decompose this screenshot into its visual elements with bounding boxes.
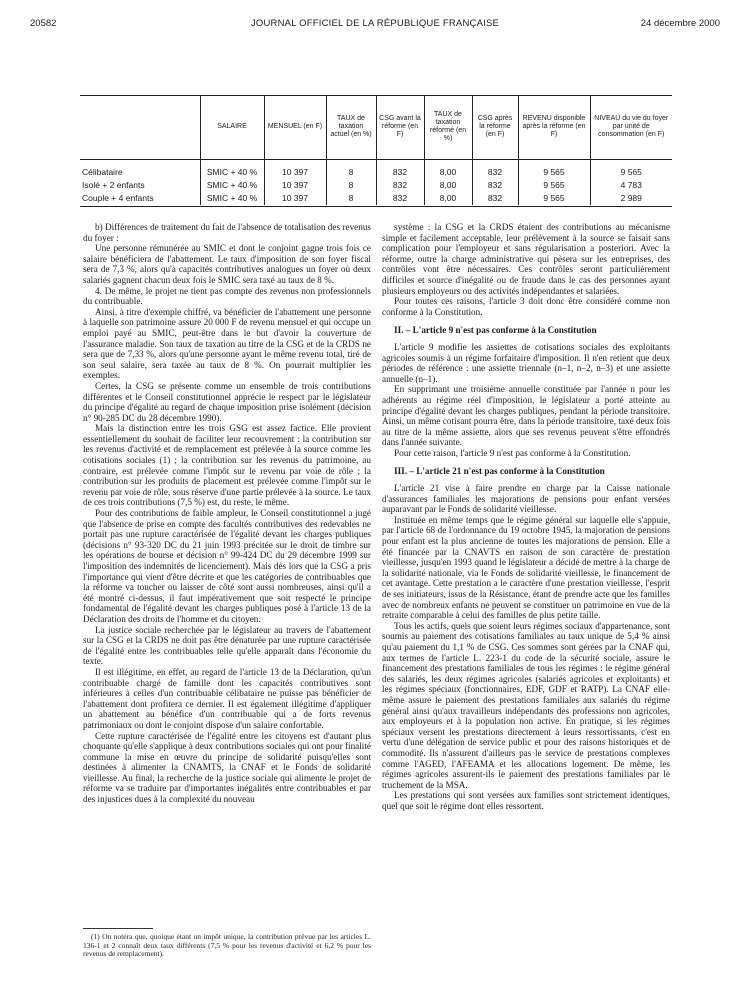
table-cell: 832 xyxy=(376,192,424,205)
table-cell: 9 565 xyxy=(518,179,590,192)
section-heading: II. – L'article 9 n'est pas conforme à la Constitution xyxy=(394,325,597,336)
paragraph: Tous les actifs, quels que soient leurs régimes sociaux d'appartenance, sont soumis au paiement des cotisations familiales au taux unique de 5,4 % ainsi qu'au paiement du 1,1 % de CSG. Ces sommes sont gérées par la CNAF qui, aux termes de l'article L. 223-1 du code de la sécurité sociale, assure le financement des prestations familiales de tous les régimes : le régime général des salariés, les deux régimes agricoles (salariés agricoles et exploitants) et les régimes spéciaux (fonctionnaires, EDF, GDF et RATP). La CNAF elle-même assure le paiement des prestations familiales aux salariés du régime général ainsi qu'aux travailleurs indépendants des professions non agricoles, aux employeurs et à la population non active. En pratique, si les régimes spéciaux versent les prestations directement à leurs ressortissants, c'est en vertu d'une délégation de service public et pour des raisons historiques et de commodité. Ils n'assurent d'ailleurs pas le service de prestations complexes comme l'AGED, l'AFEAMA et les allocations logement. De même, les régimes agricoles assurent-ils le paiement des prestations familiales par le truchement de la MSA. xyxy=(382,620,670,790)
paragraph: Ainsi, à titre d'exemple chiffré, va bénéficier de l'abattement une personne à laquelle son patrimoine assure 20 000 F de revenu mensuel et qui occupe un emploi payé au SMIC, peut-être dans le but d'avoir la couverture de l'assurance maladie. Son taux de taxation au titre de la CSG et de la CRDS ne sera que de 7,33 %, alors qu'une personne ayant le même revenu total, tiré de son seul salaire, sera taxée au taux de 8 %. On pourrait multiplier les exemples. xyxy=(83,306,371,381)
table-cell: 10 397 xyxy=(264,179,326,192)
table-cell: 8,00 xyxy=(424,192,472,205)
table-cell: 8 xyxy=(326,192,376,205)
table-cell: 9 565 xyxy=(590,159,672,179)
table-cell: 832 xyxy=(472,159,518,179)
table-row xyxy=(80,159,672,179)
paragraph: La justice sociale recherchée par le législateur au travers de l'abattement sur la CSG et la CRDS ne doit pas être dénaturée par une rupture caractérisée de l'égalité entre les contribuables telle qu'elle apparaît dans l'économie du texte. xyxy=(83,624,371,667)
table-cell: 832 xyxy=(472,192,518,205)
table-header-cell: SALAIRE xyxy=(200,95,264,159)
table-cell: 832 xyxy=(472,179,518,192)
table-cell: SMIC + 40 % xyxy=(200,159,264,179)
paragraph: L'article 21 vise à faire prendre en charge par la Caisse nationale d'assurances familiales les majorations de pensions pour enfant versées auparavant par le Fonds de solidarité vieillesse. xyxy=(382,483,670,515)
table-cell: 4 783 xyxy=(590,179,672,192)
table-cell: 8 xyxy=(326,179,376,192)
table-cell: SMIC + 40 % xyxy=(200,179,264,192)
income-table xyxy=(80,95,672,205)
table-cell: Célibataire xyxy=(82,166,123,177)
paragraph: Une personne rémunérée au SMIC et dont le conjoint gagne trois fois ce salaire bénéficiera de l'abattement. Le taux d'imposition de son foyer fiscal sera de 7,3 %, alors qu'à capacités contributives analogues un foyer où deux salariés gagnent chacun deux fois le SMIC sera taxé au taux de 8 %. xyxy=(83,243,371,285)
paragraph: Instituée en même temps que le régime général sur laquelle elle s'appuie, par l'article 68 de l'ordonnance du 19 octobre 1945, la majoration de pensions pour enfant est la plus ancienne de toutes les majorations de pension. Elle a été financée par la CNAVTS en raison de son caractère de prestation vieillesse, jusqu'en 1993 quand le législateur a décidé de mettre à la charge de la solidarité nationale, via le Fonds de solidarité vieillesse, le financement de cet avantage. Cette prestation a le caractère d'une prestation vieillesse, l'esprit de ses initiateurs, issus de la Résistance, étant de prendre acte que les familles avec de nombreux enfants ne peuvent se constituer un patrimoine en vue de la retraite comparable à celui des familles de plus petite taille. xyxy=(382,514,670,621)
table-header-cell: TAUX de taxation actuel (en %) xyxy=(326,95,376,159)
table-header-cell: CSG après la réforme (en F) xyxy=(472,95,518,159)
table-header-cell xyxy=(80,95,200,159)
table-cell: SMIC + 40 % xyxy=(200,192,264,205)
footnote-text: (1) On notera que, quoique étant un impôt unique, la contribution prévue par les articles L. 136-1 et 2 connaît deux taux différents (7,5 % pour les revenus d'activité et 6,2 % pour les revenus de remplacement). xyxy=(83,932,371,959)
right-text-column xyxy=(382,222,670,811)
table-cell: 10 397 xyxy=(264,192,326,205)
paragraph: Pour des contributions de faible ampleur, le Conseil constitutionnel a jugé que l'absence de prise en compte des facultés contributives des redevables ne portait pas une rupture caractérisée de l'égalité devant les charges publiques (décisions n° 93-320 DC du 21 juin 1993 précitée sur le droit de timbre sur les opérations de bourse et décision n° 99-424 DC du 29 décembre 1999 sur l'imposition des indemnités de licenciement). Mais dès lors que la CSG a pris l'importance qui vient d'être décrite et que les catégories de contribuables que la réforme va toucher ou laisser de côté sont aussi nombreuses, ainsi qu'il a été montré ci-dessus, il faut impérativement que soit respecté le principe fondamental de l'égalité devant les charges publiques posé à l'article 13 de la Déclaration des droits de l'homme et du citoyen. xyxy=(83,508,371,624)
table-cell: 9 565 xyxy=(518,159,590,179)
table-header-cell: CSG avant la réforme (en F) xyxy=(376,95,424,159)
paragraph: Les prestations qui sont versées aux familles sont strictement identiques, quel que soit le régime dont elles ressortent. xyxy=(382,790,670,811)
paragraph: Pour toutes ces raisons, l'article 3 doit donc être considéré comme non conforme à la Constitution. xyxy=(382,296,670,317)
left-text-column xyxy=(83,222,371,805)
table-cell: 9 565 xyxy=(518,192,590,205)
journal-title: JOURNAL OFFICIEL DE LA RÉPUBLIQUE FRANÇAISE xyxy=(250,18,500,29)
table-cell: 8,00 xyxy=(424,179,472,192)
table-cell: 832 xyxy=(376,159,424,179)
paragraph: Mais la distinction entre les trois GSG est assez factice. Elle provient essentiellement du souhait de faciliter leur recouvrement : la contribution sur les revenus d'activité et de remplacement est prélevée à la source comme les cotisations sociales (1) ; la contribution sur les revenus du patrimoine, au contraire, est prélevée comme l'impôt sur le revenu par voie de rôle ; la contribution sur les produits de placement est prélevée comme l'impôt sur le revenu par voie de rôle, sous réserve d'une partie prélevée à la source. Le taux de ces trois contributions (7,5 %) est, du reste, le même. xyxy=(83,423,371,508)
paragraph: En supprimant une troisième annuelle constituée par l'année n pour les adhérents au régime réel d'imposition, le législateur a porté atteinte au principe d'égalité devant les charges publiques, pendant la période transitoire. Ainsi, un même cotisant pourra être, dans la période transitoire, taxé deux fois au titre de la même assiette, alors que ses revenus peuvent s'être effondrés dans l'année suivante. xyxy=(382,384,670,448)
table-row xyxy=(80,179,672,192)
table-cell: Isolé + 2 enfants xyxy=(82,179,145,190)
table-header-cell: TAUX de taxation réformé (en %) xyxy=(424,95,472,159)
paragraph: b) Différences de traitement du fait de l'absence de totalisation des revenus du foyer : xyxy=(83,222,371,243)
footnote-divider xyxy=(83,928,153,929)
table-cell: 832 xyxy=(376,179,424,192)
page-header xyxy=(30,18,720,32)
paragraph: système : la CSG et la CRDS étaient des contributions au mécanisme simple et facilement acceptable, leur prélèvement à la source se faisait sans complication pour l'employeur et sans régularisation a posteriori. Avec la réforme, outre la charge administrative qui pèsera sur les entreprises, des contrôles vont être nécessaires. Ces contrôles seront particulièrement difficiles et source d'inégalité ou de fraude dans le cas des personnes ayant plusieurs employeurs ou des activités indépendantes et salariées. xyxy=(382,222,670,296)
table-row xyxy=(80,192,672,205)
table-cell: 10 397 xyxy=(264,159,326,179)
page-number: 20582 xyxy=(30,18,57,29)
table-cell: 2 989 xyxy=(590,192,672,205)
table-header-cell: MENSUEL (en F) xyxy=(264,95,326,159)
paragraph: Il est illégitime, en effet, au regard de l'article 13 de la Déclaration, qu'un contribuable chargé de famille dont les capacités contributives sont inférieures à celles d'un contribuable célibataire ne puisse pas bénéficier de l'abattement dont profitera ce dernier. Il est également illégitime d'appliquer un abattement au bénéfice d'un contribuable qui a de forts revenus patrimoniaux ou dont le conjoint dispose d'un salaire confortable. xyxy=(83,666,371,730)
table-cell: 8,00 xyxy=(424,159,472,179)
paragraph: Certes, la CSG se présente comme un ensemble de trois contributions différentes et le Conseil constitutionnel apprécie le respect par le législateur du principe d'égalité au regard de chaque imposition prise isolément (décision n° 90-285 DC du 28 décembre 1990). xyxy=(83,380,371,423)
table-header-cell: REVENU disponible après la réforme (en F) xyxy=(518,95,590,159)
publication-date: 24 décembre 2000 xyxy=(640,18,720,29)
table-header-row xyxy=(80,95,672,159)
section-heading: III. – L'article 21 n'est pas conforme à la Constitution xyxy=(394,466,605,477)
footnote xyxy=(83,928,371,959)
table-cell: Couple + 4 enfants xyxy=(82,192,154,203)
paragraph: Pour cette raison, l'article 9 n'est pas conforme à la Constitution. xyxy=(394,447,631,458)
paragraph: Cette rupture caractérisée de l'égalité entre les citoyens est d'autant plus choquante qu'elle s'applique à deux contributions sociales qui ont pour finalité commune la mise en œuvre du principe de solidarité puisqu'elles sont destinées à alimenter la CNAMTS, la CNAF et le Fonds de solidarité vieillesse. Au final, la recherche de la justice sociale qui alimente le projet de réforme va se traduire par d'importantes inégalités entre contribuables et par des injustices dues à la complexité du nouveau xyxy=(83,730,371,805)
table-header-cell: NIVEAU du vie du foyer par unité de consommation (en F) xyxy=(590,95,672,159)
table-cell: 8 xyxy=(326,159,376,179)
paragraph: L'article 9 modifie les assiettes de cotisations sociales des exploitants agricoles soumis à un régime forfaitaire d'imposition. Il n'en retient que deux périodes de référence : une assiette triennale (n–1, n–2, n–3) et une assiette annuelle (n–1). xyxy=(382,341,670,384)
paragraph: 4. De même, le projet ne tient pas compte des revenus non professionnels du contribuable. xyxy=(83,285,371,307)
